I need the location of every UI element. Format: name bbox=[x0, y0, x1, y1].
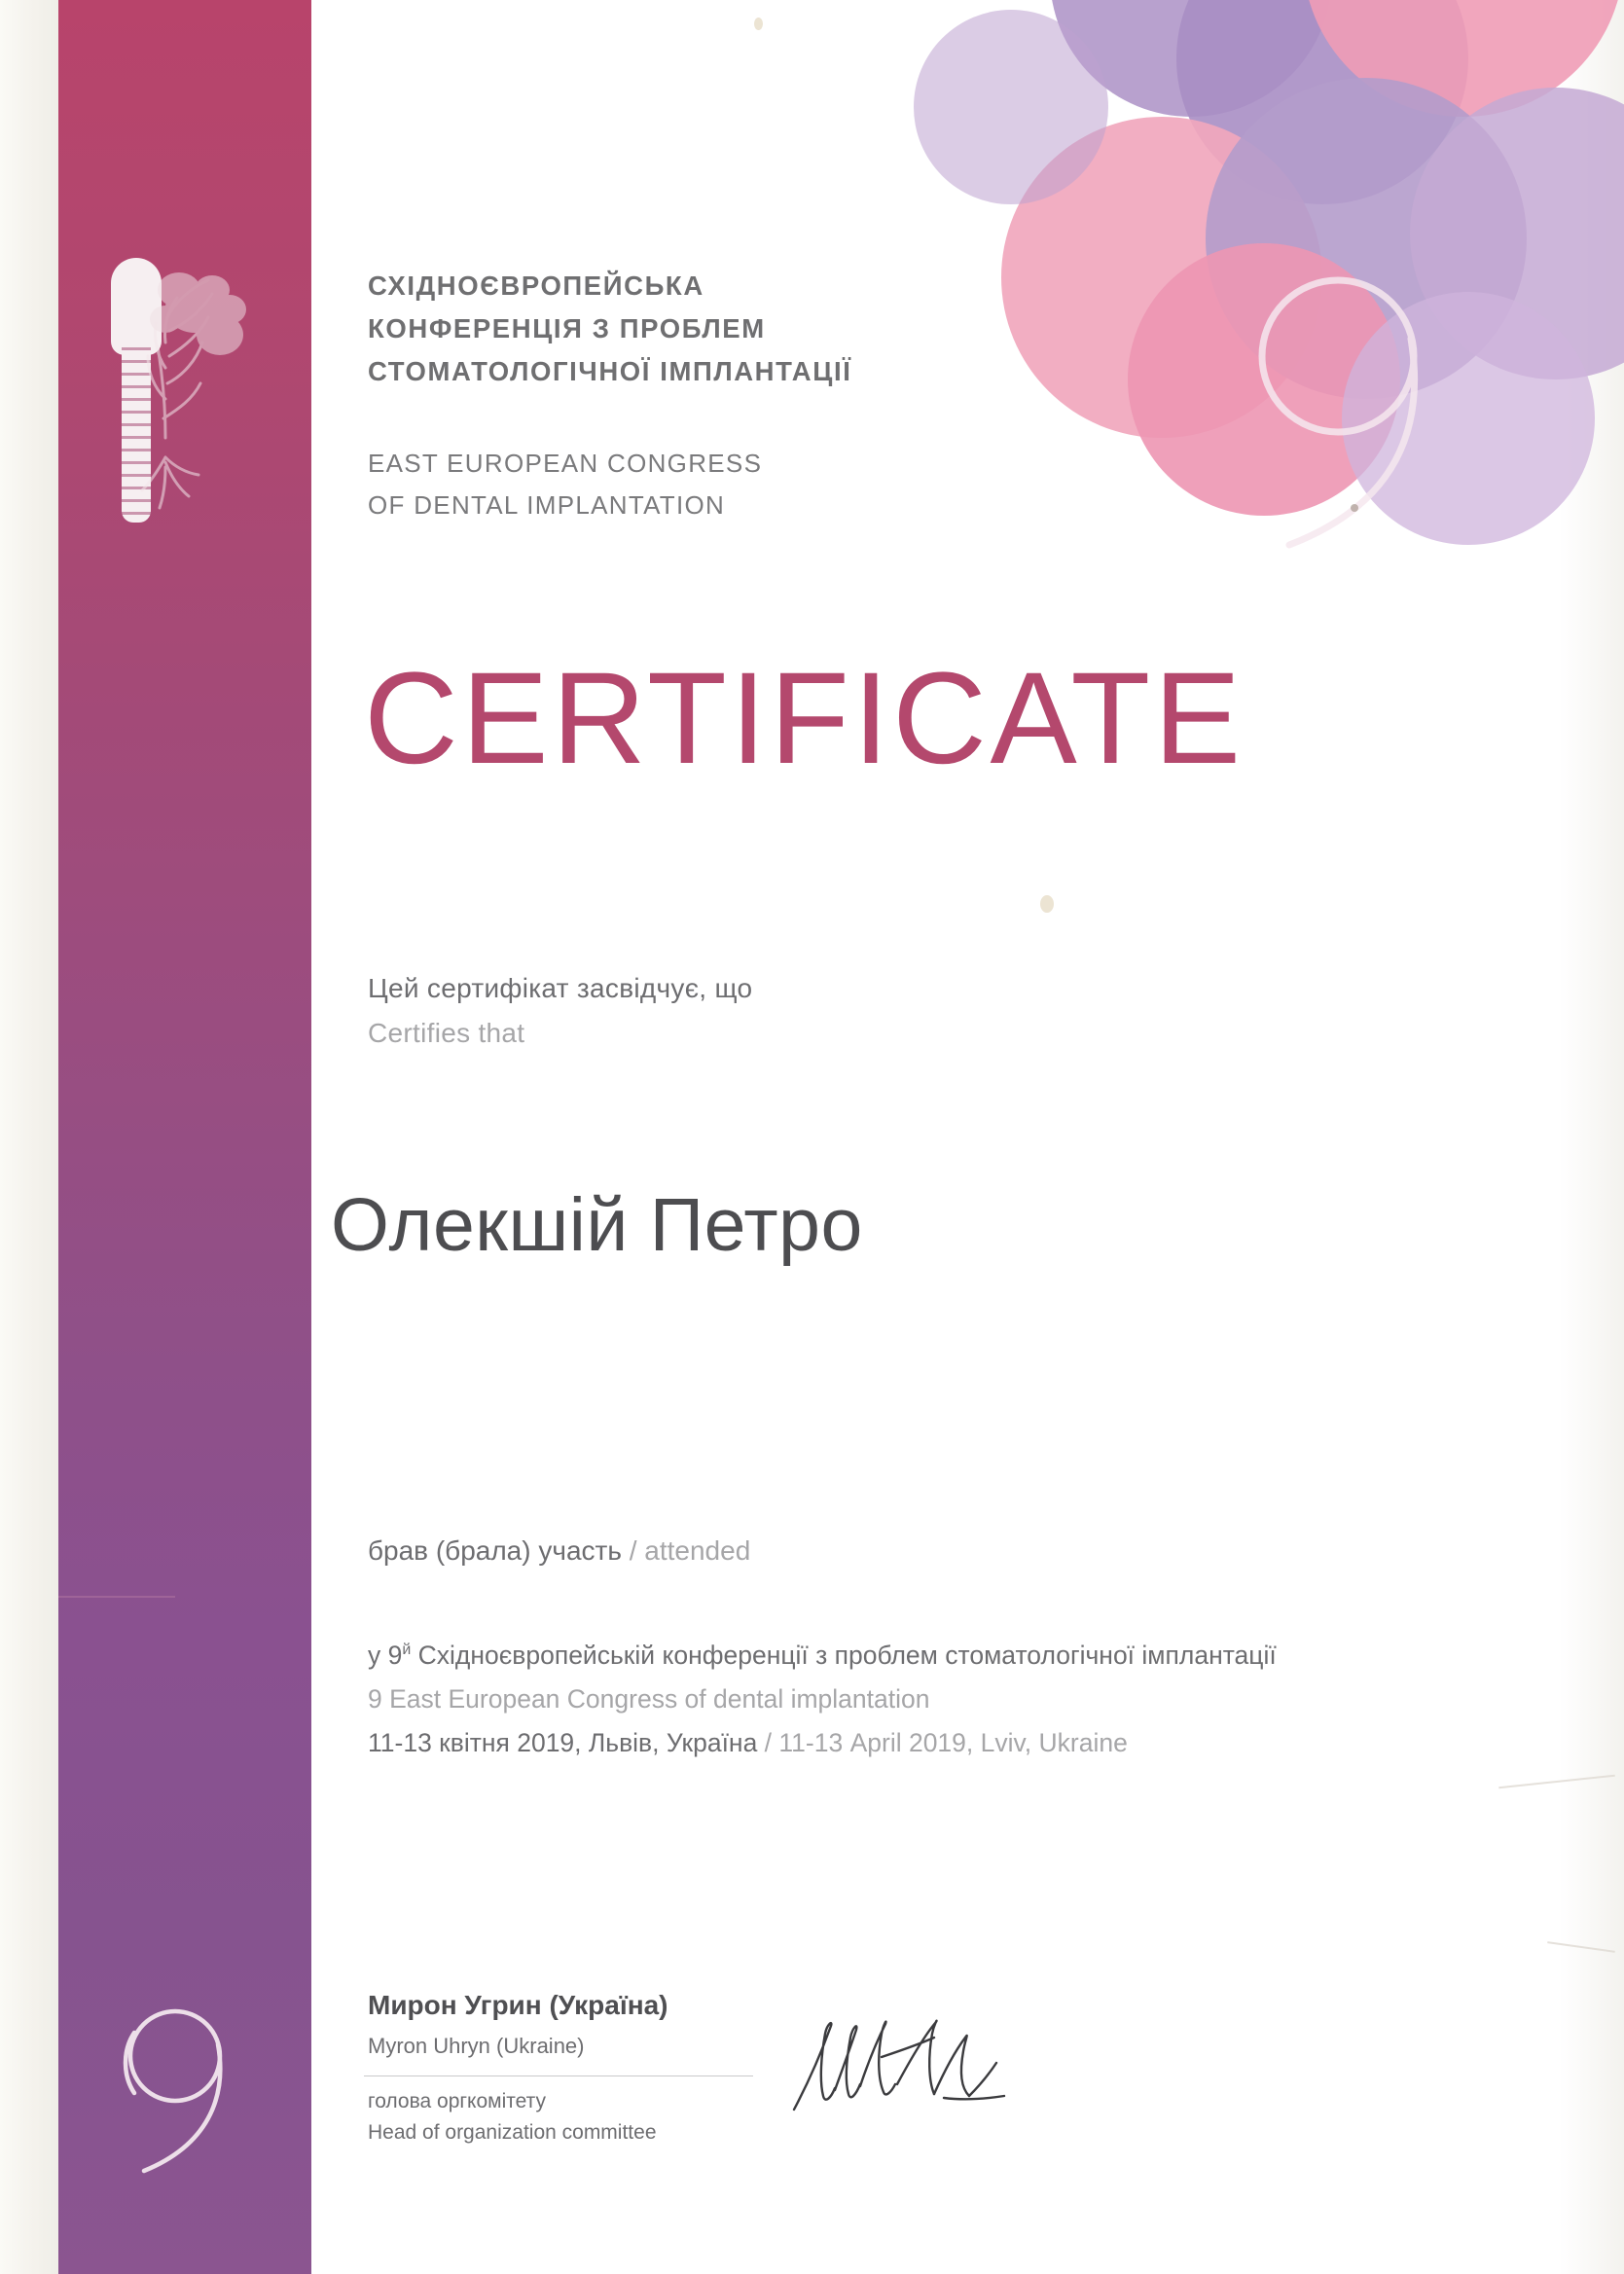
scan-speck bbox=[1351, 504, 1358, 512]
nine-monogram-icon bbox=[105, 2000, 251, 2175]
scan-speck bbox=[754, 18, 763, 30]
congress-title-ua-line1: СХІДНОЄВРОПЕЙСЬКА bbox=[368, 271, 704, 301]
congress-title-ua-line2: КОНФЕРЕНЦІЯ З ПРОБЛЕМ bbox=[368, 313, 766, 343]
nine-monogram-icon bbox=[1206, 263, 1488, 555]
event-date-separator: / bbox=[757, 1727, 779, 1757]
congress-title-en-line2: OF DENTAL IMPLANTATION bbox=[368, 490, 726, 520]
event-line-ua bbox=[368, 1628, 1535, 1678]
tree-icon bbox=[136, 263, 253, 545]
attended-text-ua: брав (брала) участь bbox=[368, 1535, 622, 1566]
event-details bbox=[368, 1628, 1535, 1765]
event-line-ua-rest: Східноєвропейській конференції з проблем стоматологічної імплантації bbox=[411, 1640, 1277, 1670]
congress-title-en bbox=[368, 443, 1049, 526]
attended-text-en: attended bbox=[644, 1535, 751, 1566]
signatory-name-en: Myron Uhryn (Ukraine) bbox=[368, 2034, 585, 2058]
attended-line bbox=[368, 1535, 750, 1567]
congress-title-ua bbox=[368, 265, 1049, 393]
scan-speck bbox=[1040, 895, 1054, 913]
certifies-text-ua: Цей сертифікат засвідчує, що bbox=[368, 973, 753, 1003]
event-line-en: 9 East European Congress of dental implantation bbox=[368, 1683, 930, 1714]
decorative-circle bbox=[914, 10, 1108, 204]
congress-title-en-line1: EAST EUROPEAN CONGRESS bbox=[368, 449, 763, 478]
event-line-ua-prefix: у 9 bbox=[368, 1640, 403, 1670]
signatory-role-ua: голова оргкомітету bbox=[368, 2090, 546, 2112]
signature-divider bbox=[364, 2075, 753, 2076]
signatory-role-en: Head of organization committee bbox=[368, 2121, 657, 2144]
tooth-implant-tree-icon bbox=[97, 258, 253, 559]
handwritten-signature-icon bbox=[788, 2004, 1022, 2131]
scan-hairline bbox=[58, 1596, 175, 1598]
congress-title-ua-line3: СТОМАТОЛОГІЧНОЇ ІМПЛАНТАЦІЇ bbox=[368, 356, 852, 386]
attended-separator: / bbox=[621, 1535, 645, 1566]
event-line-ua-sup: й bbox=[402, 1642, 412, 1658]
page-left-margin bbox=[0, 0, 58, 2274]
event-date-ua: 11-13 квітня 2019, Львів, Україна bbox=[368, 1727, 758, 1757]
certifies-text-en: Certifies that bbox=[368, 1018, 525, 1048]
event-date-line bbox=[368, 1721, 1535, 1765]
event-date-en: 11-13 April 2019, Lviv, Ukraine bbox=[778, 1727, 1128, 1757]
page-title: CERTIFICATE bbox=[364, 646, 1245, 791]
signatory-name-ua: Мирон Угрин (Україна) bbox=[368, 1990, 668, 2020]
recipient-name: Олекшій Петро bbox=[331, 1183, 863, 1267]
